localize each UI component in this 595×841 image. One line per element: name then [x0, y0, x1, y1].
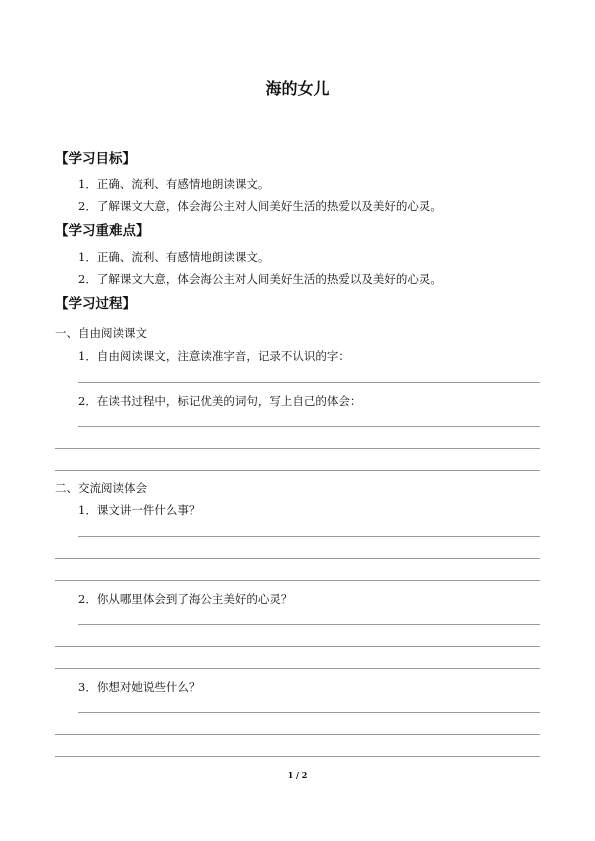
answer-line[interactable]	[55, 734, 540, 735]
part1-question-2: 2．在读书过程中，标记优美的词句，写上自己的体会：	[78, 394, 362, 408]
objective-item-2: 2．了解课文大意，体会海公主对人间美好生活的热爱以及美好的心灵。	[78, 199, 442, 213]
part2-question-2: 2．你从哪里体会到了海公主美好的心灵？	[78, 592, 293, 606]
part1-title: 一、自由阅读课文	[55, 326, 147, 340]
key-point-item-2: 2．了解课文大意，体会海公主对人间美好生活的热爱以及美好的心灵。	[78, 272, 442, 286]
answer-line[interactable]	[55, 580, 540, 581]
key-point-item-1: 1．正确、流利、有感情地朗读课文。	[78, 250, 270, 264]
answer-line[interactable]	[55, 756, 540, 757]
answer-line[interactable]	[55, 668, 540, 669]
answer-line[interactable]	[78, 536, 540, 537]
answer-line[interactable]	[78, 382, 540, 383]
answer-line[interactable]	[78, 426, 540, 427]
part1-question-1: 1．自由阅读课文，注意读准字音，记录不认识的字：	[78, 349, 350, 363]
answer-line[interactable]	[55, 470, 540, 471]
key-points-heading: 【学习重难点】	[55, 223, 150, 239]
objective-item-1: 1．正确、流利、有感情地朗读课文。	[78, 177, 270, 191]
answer-line[interactable]	[55, 646, 540, 647]
process-heading: 【学习过程】	[55, 296, 136, 312]
part2-question-3: 3．你想对她说些什么？	[78, 680, 201, 694]
page-title: 海的女儿	[265, 79, 330, 98]
objectives-heading: 【学习目标】	[55, 151, 136, 167]
answer-line[interactable]	[55, 558, 540, 559]
part2-title: 二、交流阅读体会	[55, 481, 147, 495]
part2-question-1: 1．课文讲一件什么事？	[78, 503, 201, 517]
answer-line[interactable]	[55, 448, 540, 449]
page-number: 1 / 2	[287, 770, 308, 780]
answer-line[interactable]	[78, 624, 540, 625]
answer-line[interactable]	[78, 712, 540, 713]
